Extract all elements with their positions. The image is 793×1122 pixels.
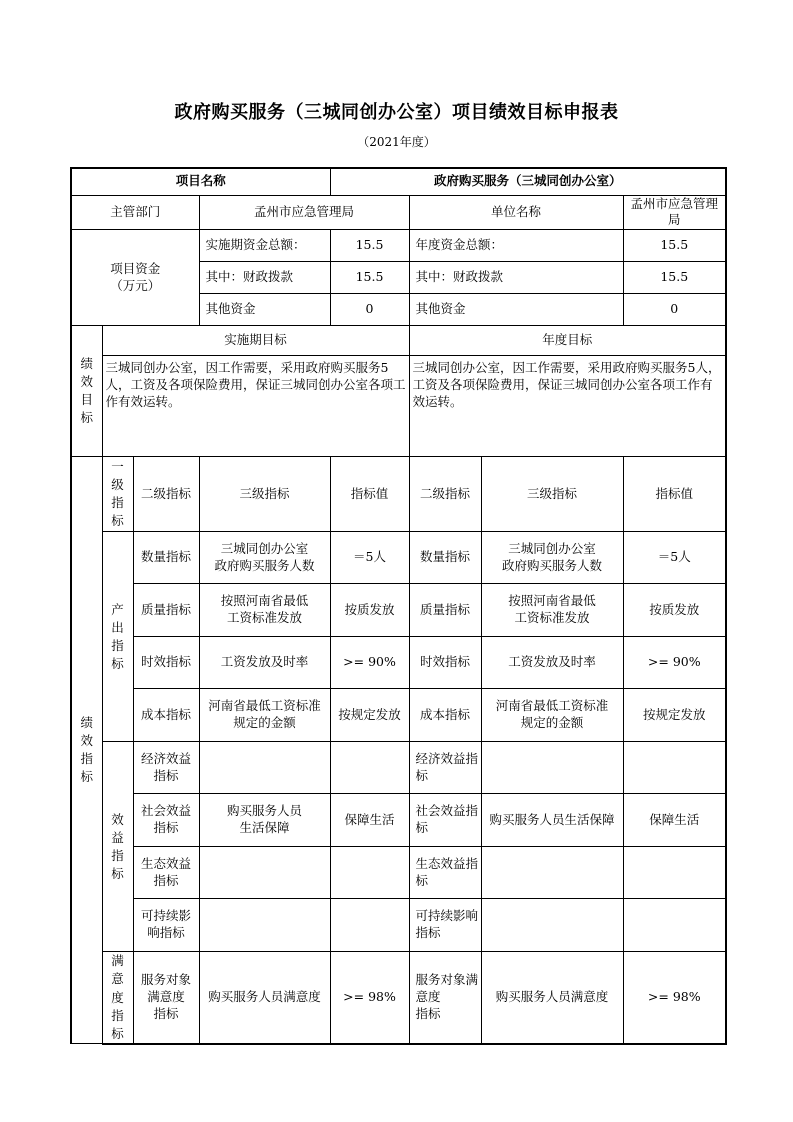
indicator-value-annual: >= 98% xyxy=(623,952,726,1044)
indicator-l2-annual: 社会效益指 标 xyxy=(409,794,481,847)
unit-value: 孟州市应急管理局 xyxy=(623,195,726,230)
level1-header: 一级指标 xyxy=(102,457,133,532)
level2-header: 二级指标 xyxy=(133,457,199,532)
indicator-l3-annual xyxy=(481,899,623,952)
indicator-l2-annual: 服务对象满 意度 指标 xyxy=(409,952,481,1044)
other-funds-value-annual: 0 xyxy=(623,294,726,326)
indicator-value-annual: >= 90% xyxy=(623,637,726,689)
project-name-value: 政府购买服务（三城同创办公室） xyxy=(330,168,726,195)
indicator-l2-annual: 数量指标 xyxy=(409,532,481,584)
indicator-l2: 成本指标 xyxy=(133,689,199,742)
satisfaction-indicator-label: 满意度指标 xyxy=(102,952,133,1044)
indicator-l3-annual: 购买服务人员满意度 xyxy=(481,952,623,1044)
indicator-value: >= 98% xyxy=(330,952,409,1044)
indicator-l3 xyxy=(199,899,330,952)
value-header-annual: 指标值 xyxy=(623,457,726,532)
annual-funds-label: 年度资金总额： xyxy=(409,230,623,262)
indicator-value-annual xyxy=(623,899,726,952)
indicator-value xyxy=(330,742,409,794)
indicator-l2: 质量指标 xyxy=(133,584,199,637)
benefit-indicator-label: 效益指标 xyxy=(102,742,133,952)
indicator-value-annual xyxy=(623,742,726,794)
annual-goal-header: 年度目标 xyxy=(409,326,726,356)
fiscal-funds-label-annual: 其中：财政拨款 xyxy=(409,262,623,294)
indicator-value xyxy=(330,847,409,899)
indicator-l3: 河南省最低工资标准 规定的金额 xyxy=(199,689,330,742)
indicator-l3 xyxy=(199,742,330,794)
indicator-value-annual: 保障生活 xyxy=(623,794,726,847)
indicator-l3-annual xyxy=(481,847,623,899)
performance-table xyxy=(70,167,727,1045)
indicator-l3: 工资发放及时率 xyxy=(199,637,330,689)
indicator-l3: 三城同创办公室 政府购买服务人数 xyxy=(199,532,330,584)
indicator-value: 按规定发放 xyxy=(330,689,409,742)
fiscal-funds-value-annual: 15.5 xyxy=(623,262,726,294)
indicator-value: 保障生活 xyxy=(330,794,409,847)
page-title: 政府购买服务（三城同创办公室）项目绩效目标申报表 xyxy=(174,102,619,123)
project-name-label: 项目名称 xyxy=(71,168,330,195)
total-funds-label: 实施期资金总额： xyxy=(199,230,330,262)
dept-label: 主管部门 xyxy=(71,195,199,230)
indicator-l3: 购买服务人员满意度 xyxy=(199,952,330,1044)
indicator-l2: 经济效益 指标 xyxy=(133,742,199,794)
indicator-l2: 时效指标 xyxy=(133,637,199,689)
indicator-value-annual xyxy=(623,847,726,899)
indicator-l3: 购买服务人员 生活保障 xyxy=(199,794,330,847)
other-funds-value: 0 xyxy=(330,294,409,326)
indicator-l3-annual: 购买服务人员生活保障 xyxy=(481,794,623,847)
other-funds-label-annual: 其他资金 xyxy=(409,294,623,326)
indicator-l2: 服务对象 满意度 指标 xyxy=(133,952,199,1044)
indicators-section-label: 绩效指标 xyxy=(71,457,102,1044)
annual-goal-text: 三城同创办公室，因工作需要，采用政府购买服务5人，工资及各项保险费用，保证三城同创办公室各项工作有效运转。 xyxy=(409,356,726,457)
fiscal-funds-value: 15.5 xyxy=(330,262,409,294)
indicator-l2: 数量指标 xyxy=(133,532,199,584)
level3-header-annual: 三级指标 xyxy=(481,457,623,532)
indicator-value: ＝5人 xyxy=(330,532,409,584)
output-indicator-label: 产出指标 xyxy=(102,532,133,742)
dept-value: 孟州市应急管理局 xyxy=(199,195,409,230)
indicator-value: 按质发放 xyxy=(330,584,409,637)
indicator-l2-annual: 经济效益指 标 xyxy=(409,742,481,794)
indicator-l2: 可持续影 响指标 xyxy=(133,899,199,952)
indicator-l2-annual: 可持续影响 指标 xyxy=(409,899,481,952)
other-funds-label: 其他资金 xyxy=(199,294,330,326)
indicator-l3-annual: 工资发放及时率 xyxy=(481,637,623,689)
level3-header: 三级指标 xyxy=(199,457,330,532)
indicator-l2-annual: 生态效益指 标 xyxy=(409,847,481,899)
annual-funds-value: 15.5 xyxy=(623,230,726,262)
indicator-l2-annual: 质量指标 xyxy=(409,584,481,637)
indicator-value: >= 90% xyxy=(330,637,409,689)
funds-label: 项目资金 （万元） xyxy=(71,230,199,326)
indicator-l3-annual xyxy=(481,742,623,794)
indicator-value xyxy=(330,899,409,952)
indicator-l2: 社会效益 指标 xyxy=(133,794,199,847)
indicator-l3-annual: 按照河南省最低 工资标准发放 xyxy=(481,584,623,637)
indicator-l3-annual: 三城同创办公室 政府购买服务人数 xyxy=(481,532,623,584)
fiscal-funds-label: 其中：财政拨款 xyxy=(199,262,330,294)
impl-goal-header: 实施期目标 xyxy=(102,326,409,356)
indicator-value-annual: 按规定发放 xyxy=(623,689,726,742)
indicator-value-annual: ＝5人 xyxy=(623,532,726,584)
impl-goal-text: 三城同创办公室，因工作需要，采用政府购买服务5人，工资及各项保险费用，保证三城同创办公室各项工作有效运转。 xyxy=(102,356,409,457)
level2-header-annual: 二级指标 xyxy=(409,457,481,532)
unit-label: 单位名称 xyxy=(409,195,623,230)
page-subtitle: （2021年度） xyxy=(357,135,436,149)
value-header: 指标值 xyxy=(330,457,409,532)
indicator-l3 xyxy=(199,847,330,899)
indicator-l3-annual: 河南省最低工资标准 规定的金额 xyxy=(481,689,623,742)
goals-section-label: 绩效目标 xyxy=(71,326,102,457)
indicator-l2-annual: 成本指标 xyxy=(409,689,481,742)
indicator-l2: 生态效益 指标 xyxy=(133,847,199,899)
total-funds-value: 15.5 xyxy=(330,230,409,262)
indicator-l2-annual: 时效指标 xyxy=(409,637,481,689)
indicator-value-annual: 按质发放 xyxy=(623,584,726,637)
indicator-l3: 按照河南省最低 工资标准发放 xyxy=(199,584,330,637)
